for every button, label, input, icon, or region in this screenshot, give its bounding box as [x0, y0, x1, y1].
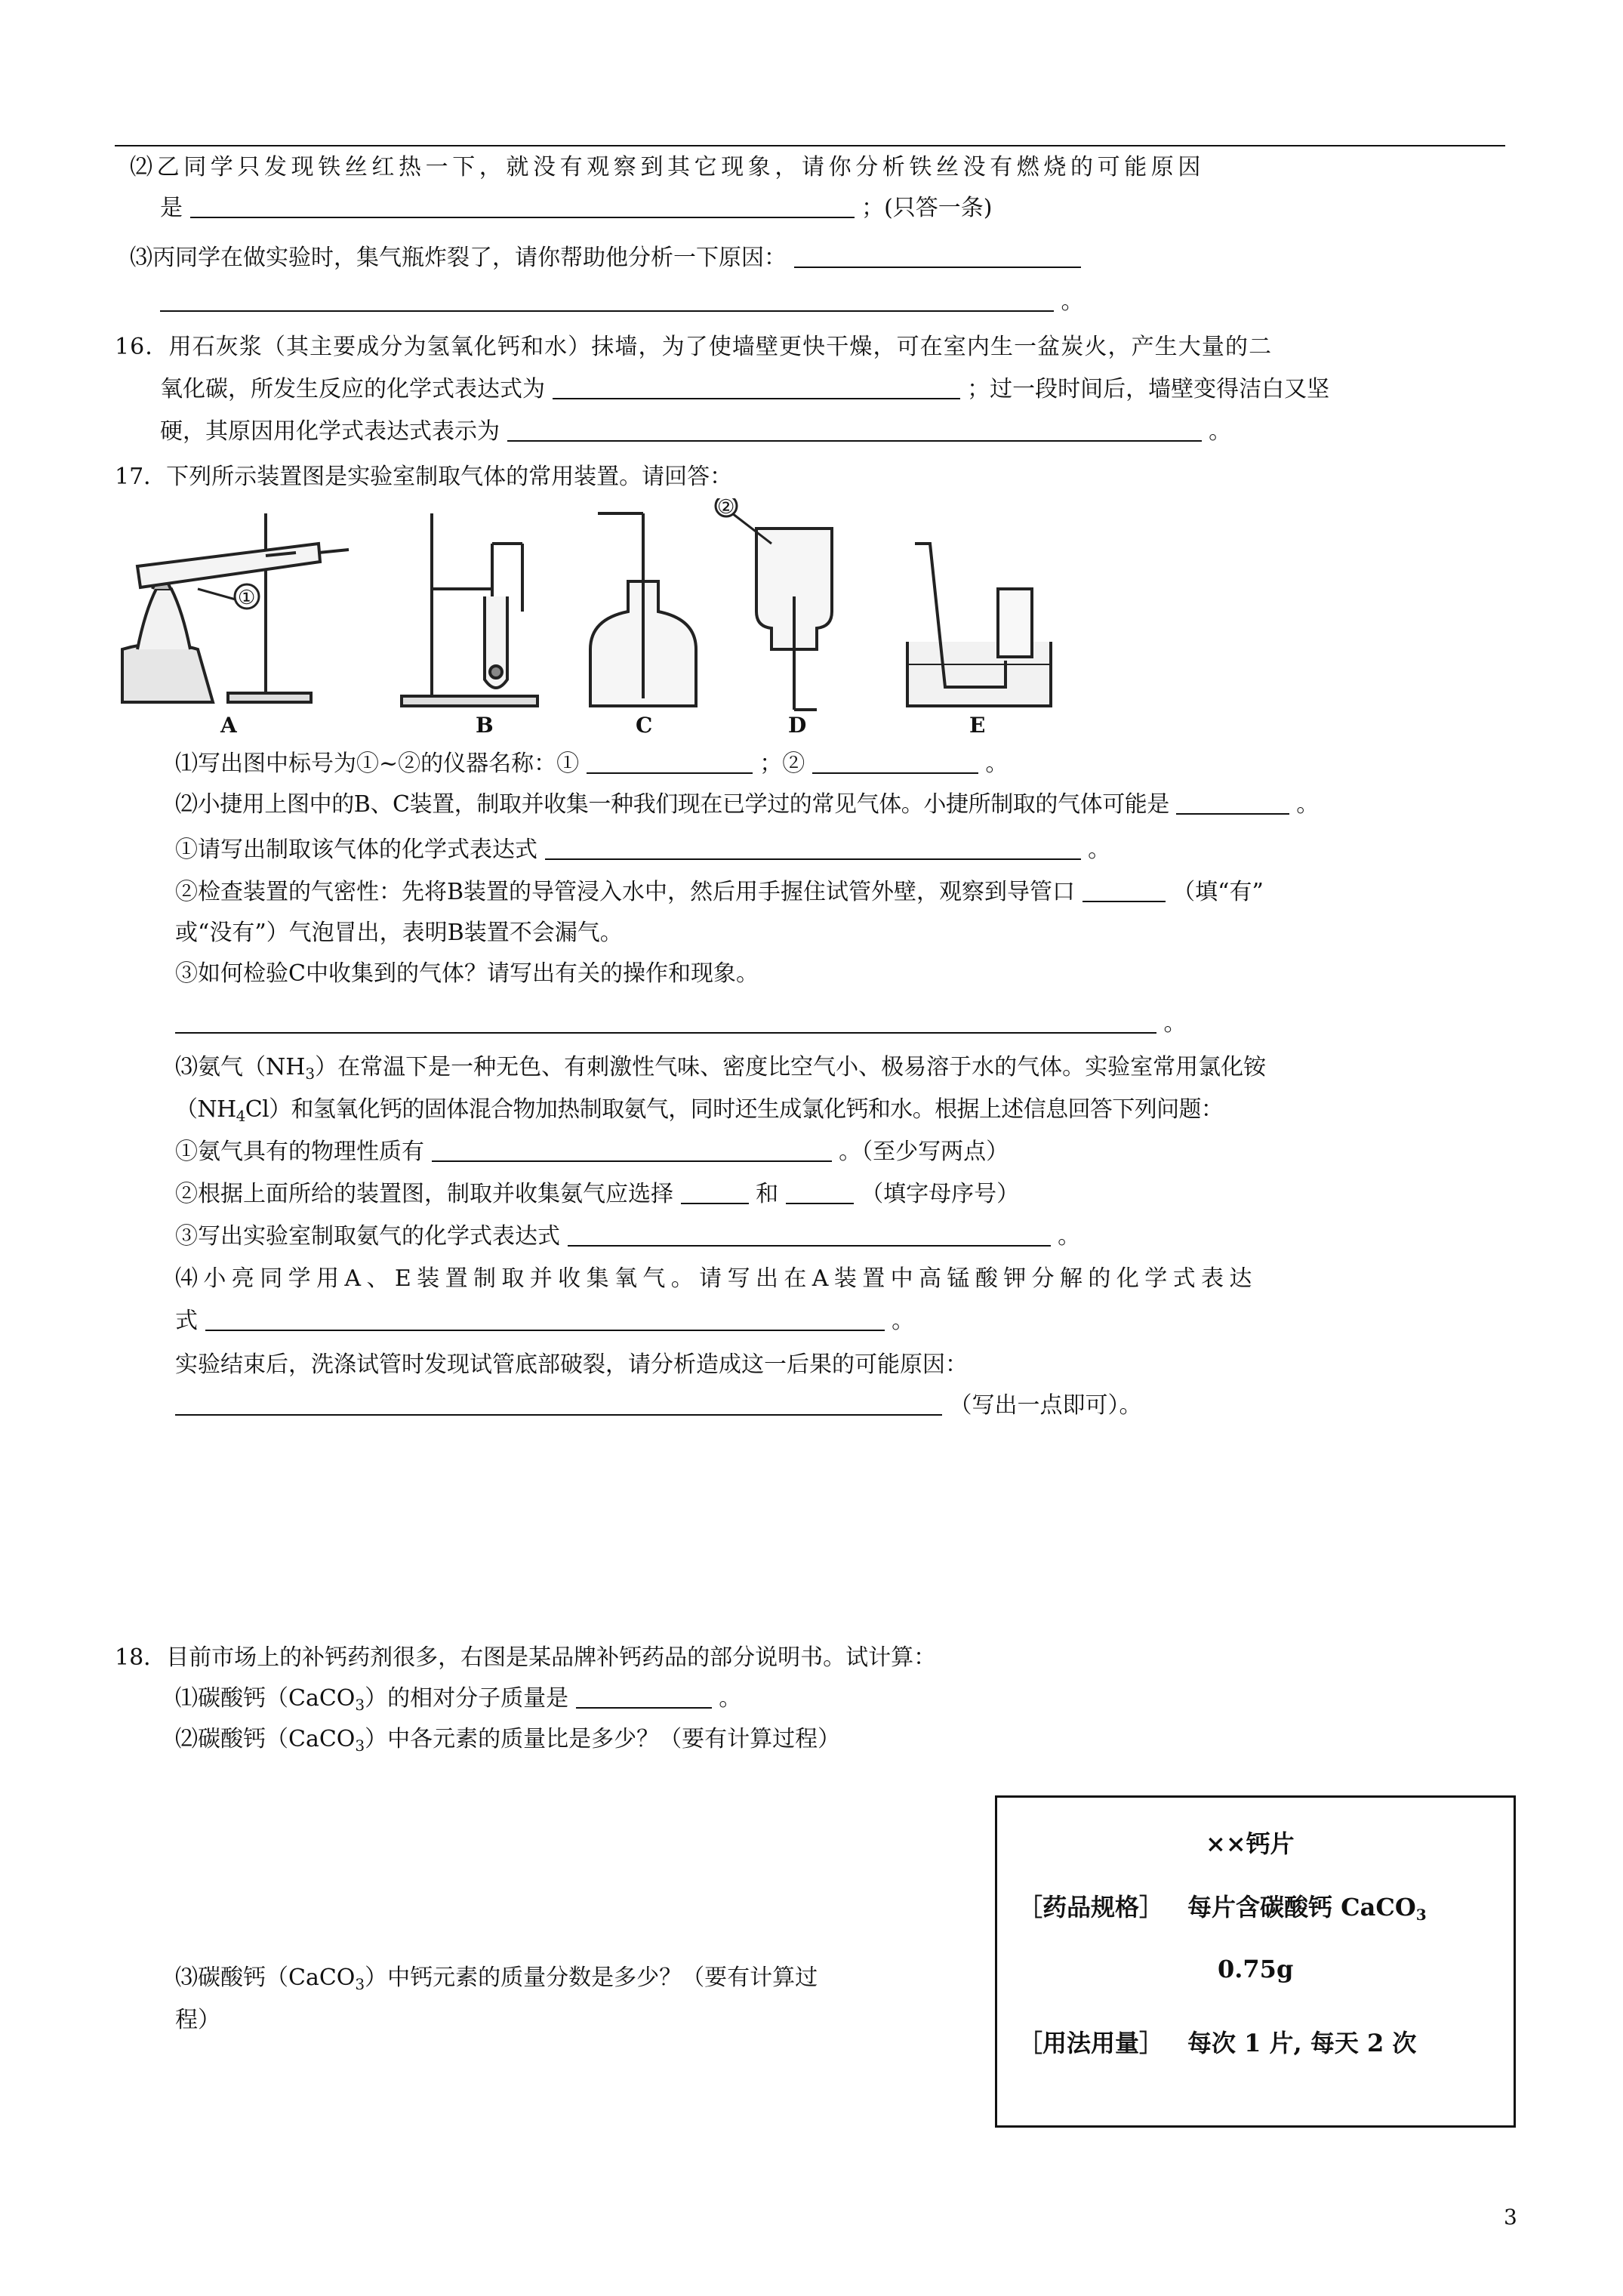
q18-part2: ⑵碳酸钙（CaCO$_3$）中各元素的质量比是多少？（要有计算过程） [175, 1726, 841, 1755]
q18-intro: 18．目前市场上的补钙药剂很多，右图是某品牌补钙药品的部分说明书。试计算： [115, 1644, 937, 1671]
q17-part2c: ③如何检验C中收集到的气体？请写出有关的操作和现象。 [175, 960, 759, 987]
card-spec-amount: 0.75g [1218, 1955, 1294, 1983]
card-usage-value: 每次 1 片, 每天 2 次 [1187, 2029, 1417, 2057]
q17-part4-line2: 式 。 [175, 1308, 915, 1334]
q16-text: 16．用石灰浆（其主要成分为氢氧化钙和水）抹墙，为了使墙壁更快干燥，可在室内生一盆炭火，产生大量的二 [115, 334, 1273, 360]
apparatus-d [716, 498, 832, 710]
answer-blank[interactable] [1176, 791, 1289, 815]
apparatus-figure [115, 498, 1057, 740]
q17-part2b-line1: ②检查装置的气密性：先将B装置的导管浸入水中，然后用手握住试管外壁，观察到导管口 （填“有” [175, 879, 1264, 905]
q16-line1 [115, 331, 1272, 364]
fig-label-a: A [220, 713, 237, 738]
page-number: 3 [1504, 2205, 1517, 2230]
q17-part3b: ②根据上面所给的装置图，制取并收集氨气应选择 和 （填字母序号） [175, 1181, 1020, 1207]
q17-part3c: ③写出实验室制取氨气的化学式表达式 。 [175, 1223, 1081, 1250]
q15-part3-line1: ⑶丙同学在做实验时，集气瓶炸裂了，请你帮助他分析一下原因： [130, 242, 1081, 275]
q17-part2b-line2: 或“没有”）气泡冒出，表明B装置不会漏气。 [175, 920, 623, 946]
answer-blank[interactable] [786, 1180, 854, 1204]
answer-blank[interactable] [160, 288, 1054, 312]
answer-blank[interactable] [545, 836, 1081, 860]
q18-part3-line2: 程） [175, 2007, 220, 2033]
fig-label-c: C [636, 713, 653, 738]
answer-blank[interactable] [794, 244, 1081, 268]
answer-blank[interactable] [432, 1138, 832, 1162]
q17-part2c-answer: 。 [175, 1007, 1187, 1040]
fig-label-d: D [788, 713, 807, 738]
answer-blank[interactable] [175, 1009, 1156, 1034]
q16-line2: 氧化碳，所发生反应的化学式表达式为 ；过一段时间后，墙壁变得洁白又坚 [160, 376, 1330, 402]
answer-blank[interactable] [175, 1391, 942, 1416]
apparatus-b [402, 513, 537, 706]
fig-label-b: B [476, 713, 494, 738]
q16-line3: 硬，其原因用化学式表达式表示为 。 [160, 418, 1232, 445]
answer-blank[interactable] [576, 1684, 712, 1709]
answer-blank[interactable] [587, 750, 753, 774]
fig-label-e: E [969, 713, 986, 738]
q15-part2-line1 [130, 151, 1205, 184]
answer-blank[interactable] [507, 418, 1202, 442]
card-title: ××钙片 [1206, 1829, 1295, 1858]
q17-part4-line1: ⑷小亮同学用A、E装置制取并收集氧气。请写出在A装置中高锰酸钾分解的化学式表达 [175, 1265, 1258, 1292]
answer-blank[interactable] [205, 1307, 885, 1331]
fig-marker-1: ① [238, 587, 256, 609]
q17-part3a: ①氨气具有的物理性质有 。（至少写两点） [175, 1139, 1009, 1165]
apparatus-a [122, 513, 349, 702]
answer-blank[interactable] [681, 1180, 749, 1204]
apparatus-e [907, 544, 1051, 706]
q17-intro: 17．下列所示装置图是实验室制取气体的常用装置。请回答： [115, 464, 733, 490]
q17-part2a: ①请写出制取该气体的化学式表达式 。 [175, 837, 1111, 863]
answer-blank[interactable] [568, 1222, 1051, 1247]
q15-part3-line2: 。 [160, 285, 1084, 319]
card-usage-key: ［用法用量］ [1018, 2029, 1164, 2057]
fig-marker-2: ② [717, 498, 735, 519]
q15-part2-text: ⑵乙同学只发现铁丝红热一下，就没有观察到其它现象，请你分析铁丝没有燃烧的可能原因 [130, 154, 1205, 180]
q17-part4-line4: （写出一点即可）。 [175, 1389, 1142, 1422]
q18-part1: ⑴碳酸钙（CaCO$_3$）的相对分子质量是 。 [175, 1685, 742, 1714]
answer-blank[interactable] [1083, 878, 1166, 902]
q17-part2: ⑵小捷用上图中的B、C装置，制取并收集一种我们现在已学过的常见气体。小捷所制取的气体可能是 。 [175, 791, 1319, 818]
apparatus-c [590, 513, 696, 706]
answer-blank[interactable] [812, 750, 978, 774]
answer-blank[interactable] [190, 194, 855, 218]
q17-part4-line3: 实验结束后，洗涤试管时发现试管底部破裂，请分析造成这一后果的可能原因： [175, 1351, 968, 1378]
q18-part3-line1: ⑶碳酸钙（CaCO$_3$）中钙元素的质量分数是多少？（要有计算过 [175, 1965, 818, 1993]
top-rule [115, 145, 1505, 146]
q15-part2-line2: 是 ；(只答一条) [160, 195, 993, 221]
q17-part3-line1: ⑶氨气$(NH_3)$在常温下是一种无色、有刺激性气味、密度比空气小、极易溶于水的气体。实验室常用氯化铵 [175, 1054, 1267, 1083]
medicine-label-card [995, 1795, 1516, 2128]
card-spec-key: ［药品规格］ [1018, 1893, 1164, 1922]
q17-part3-line2: $(NH_4Cl)$和氢氧化钙的固体混合物加热制取氨气，同时还生成氯化钙和水。根据上述信息回答下列问题： [175, 1096, 1224, 1125]
answer-blank[interactable] [553, 375, 960, 399]
card-spec-value: 每片含碳酸钙 CaCO$_3$ [1187, 1893, 1427, 1924]
q17-part1: ⑴写出图中标号为①~②的仪器名称：① ；② 。 [175, 750, 1009, 777]
